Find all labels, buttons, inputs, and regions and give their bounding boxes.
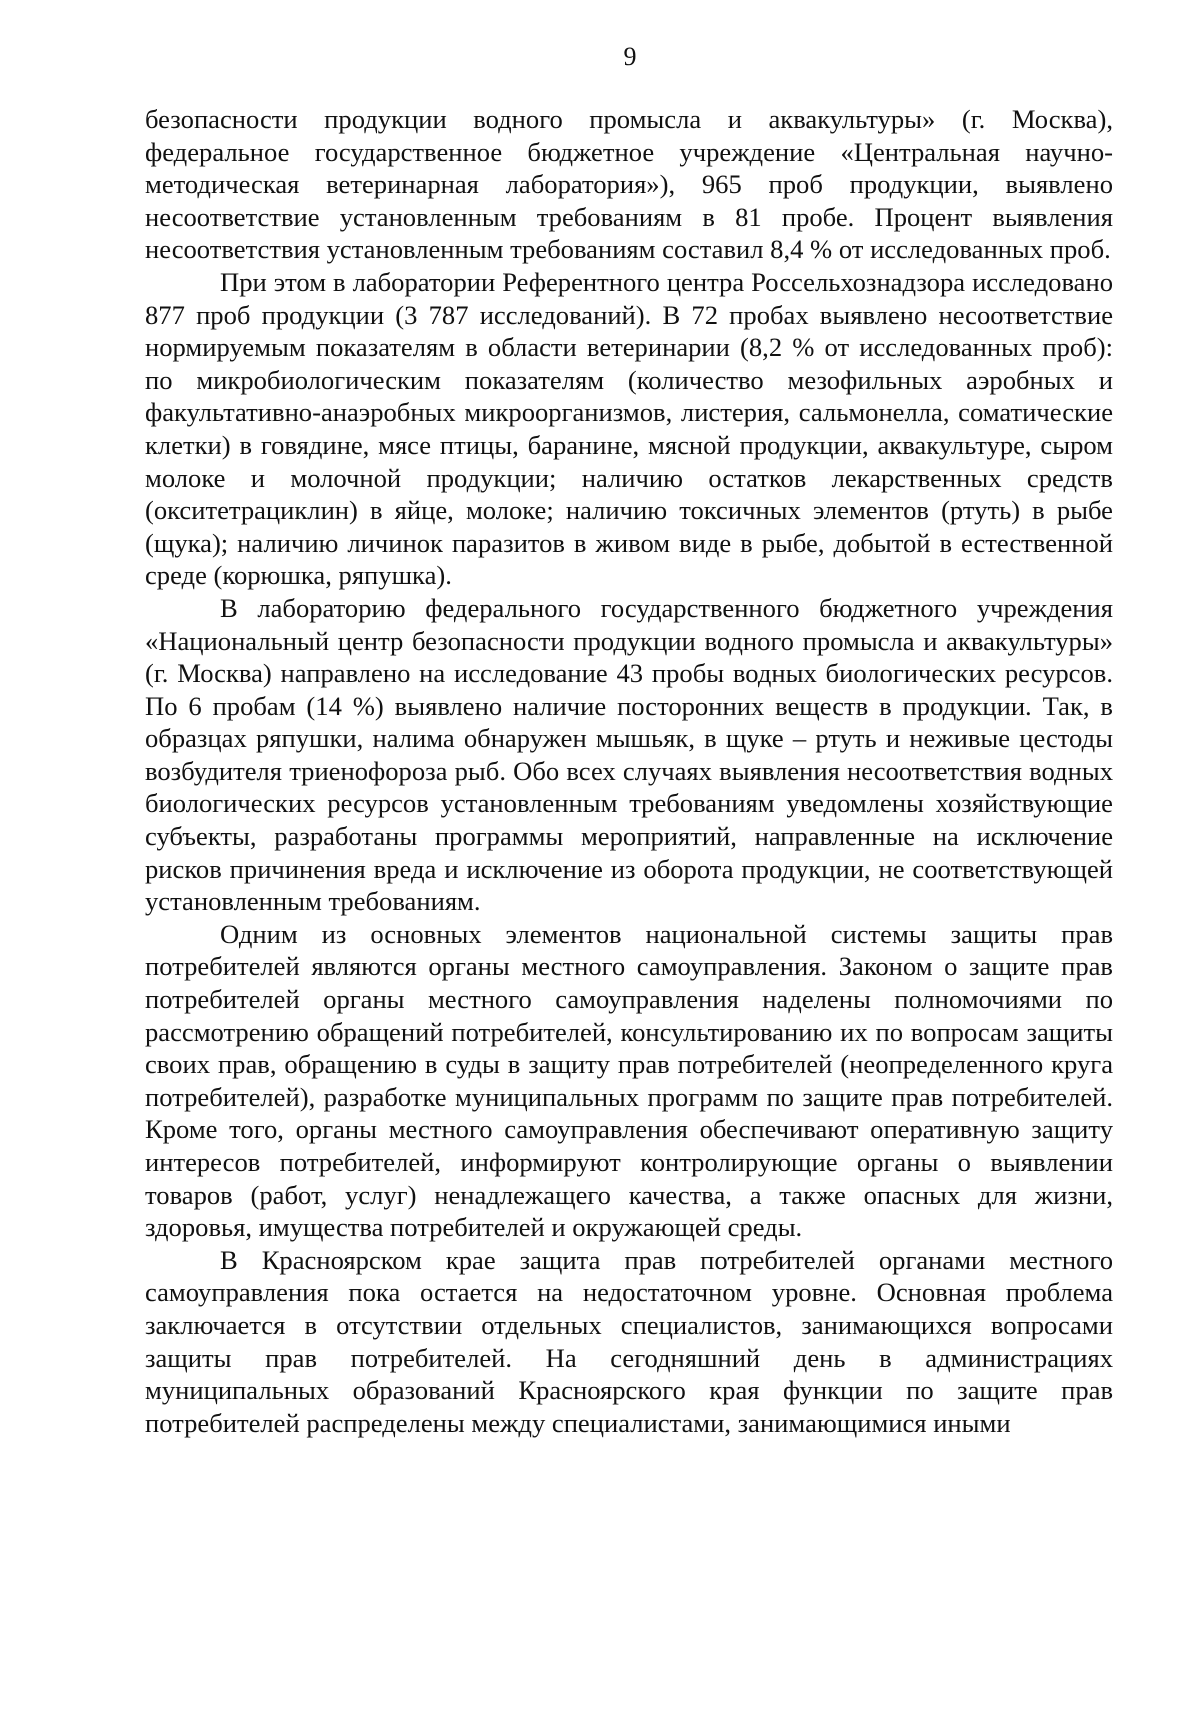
paragraph-continuation: безопасности продукции водного промысла и аквакультуры» (г. Москва), федеральное государственное бюджетное учреждение «Центральная научно-методическая ветеринарная лаборатория»), 965 проб продукции, выявлено несоответствие установленным требованиям в 81 пробе. Процент выявления несоответствия установленным требованиям составил 8,4 % от исследованных проб. — [145, 104, 1113, 265]
paragraph-reference-center: При этом в лаборатории Референтного центра Россельхознадзора исследовано 877 проб продукции (3 787 исследований). В 72 пробах выявлено несоответствие нормируемым показателям в области ветеринарии (8,2 % от исследованных проб): по микробиологическим показателям (количество мезофильных аэробных и факультативно-анаэробных микроорганизмов, листерия, сальмонелла, соматические клетки) в говядине, мясе птицы, баранине, мясной продукции, аквакультуре, сыром молоке и молочной продукции; наличию остатков лекарственных средств (окситетрациклин) в яйце, молоке; наличию токсичных элементов (ртуть) в рыбе (щука); наличию личинок паразитов в живом виде в рыбе, добытой в естественной среде (корюшка, ряпушка). — [145, 266, 1113, 591]
paragraph-national-center: В лабораторию федерального государственного бюджетного учреждения «Национальный центр безопасности продукции водного промысла и аквакультуры» (г. Москва) направлено на исследование 43 пробы водных биологических ресурсов. По 6 пробам (14 %) выявлено наличие посторонних веществ в продукции. Так, в образцах ряпушки, налима обнаружен мышьяк, в щуке – ртуть и неживые цестоды возбудителя триенофороза рыб. Обо всех случаях выявления несоответствия водных биологических ресурсов установленным требованиям уведомлены хозяйствующие субъекты, разработаны программы мероприятий, направленные на исключение рисков причинения вреда и исключение из оборота продукции, не соответствующей установленным требованиям. — [145, 592, 1113, 917]
document-body — [145, 103, 1113, 1439]
page-number: 9 — [623, 42, 637, 71]
paragraph-local-government: Одним из основных элементов национальной системы защиты прав потребителей являются органы местного самоуправления. Законом о защите прав потребителей органы местного самоуправления наделены полномочиями по рассмотрению обращений потребителей, консультированию их по вопросам защиты своих прав, обращению в суды в защиту прав потребителей (неопределенного круга потребителей), разработке муниципальных программ по защите прав потребителей. Кроме того, органы местного самоуправления обеспечивают оперативную защиту интересов потребителей, информируют контролирующие органы о выявлении товаров (работ, услуг) ненадлежащего качества, а также опасных для жизни, здоровья, имущества потребителей и окружающей среды. — [145, 918, 1113, 1243]
paragraph-krasnoyarsk: В Красноярском крае защита прав потребителей органами местного самоуправления пока остается на недостаточном уровне. Основная проблема заключается в отсутствии отдельных специалистов, занимающихся вопросами защиты прав потребителей. На сегодняшний день в администрациях муниципальных образований Красноярского края функции по защите прав потребителей распределены между специалистами, занимающимися иными — [145, 1244, 1113, 1438]
